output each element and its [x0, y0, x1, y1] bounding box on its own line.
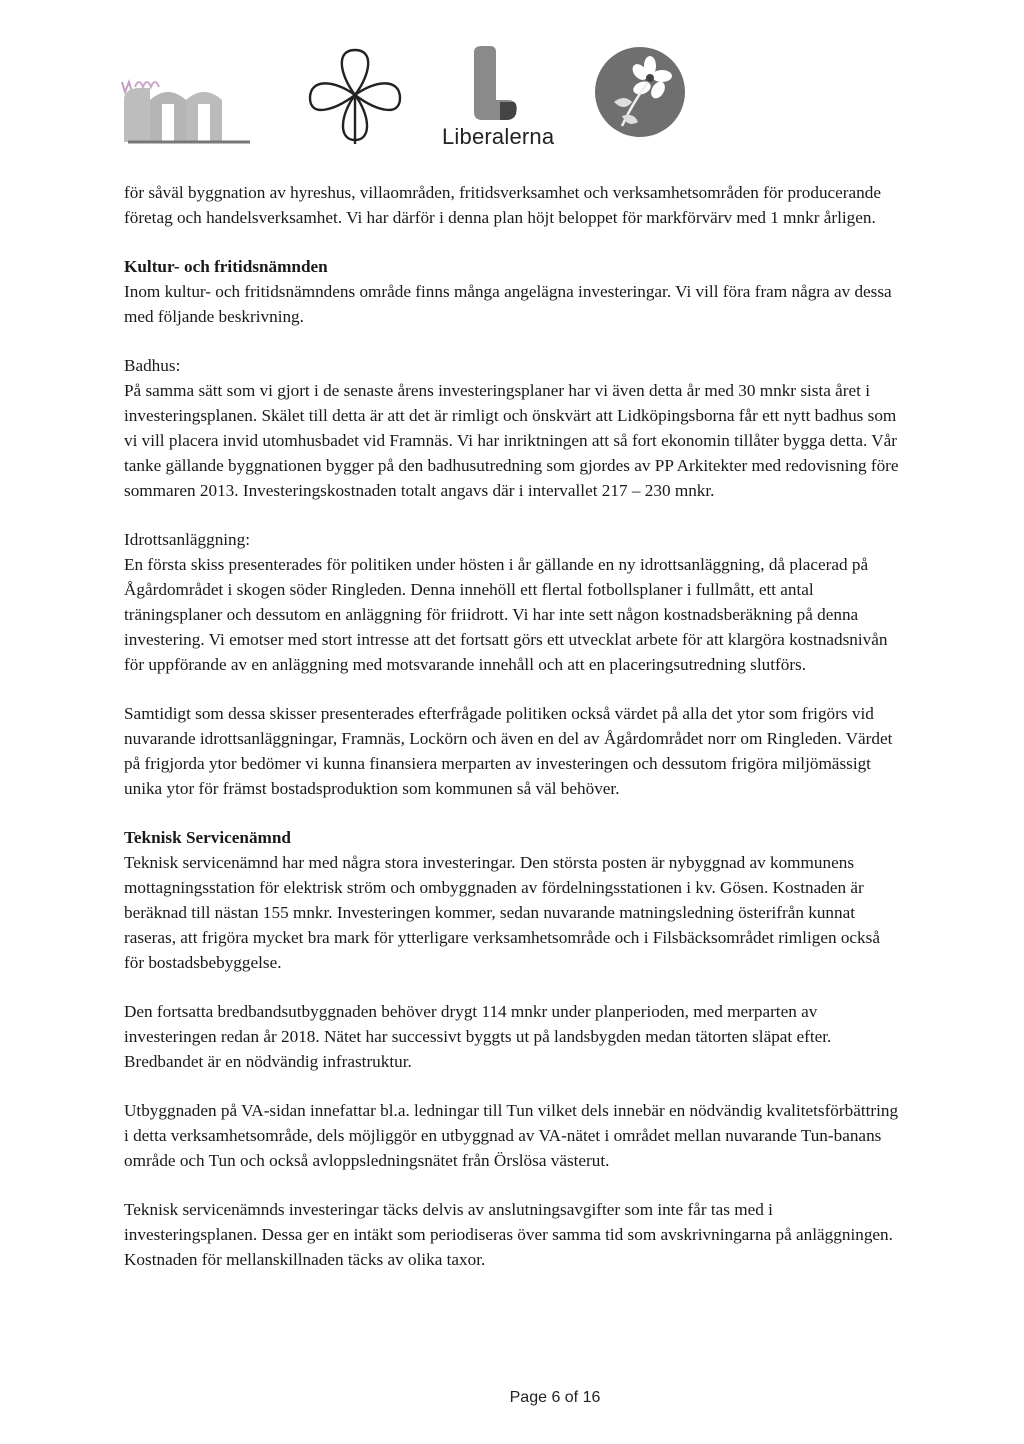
flower-logo-icon	[592, 44, 688, 140]
intro-paragraph: för såväl byggnation av hyreshus, villaområden, fritidsverksamhet och verksamhetsområden för producerande företag och handelsverksamhet. Vi har därför i denna plan höjt beloppet för markförvärv med 1 mnkr årligen.	[124, 183, 881, 227]
party-logos	[110, 40, 730, 150]
kultur-heading: Kultur- och fritidsnämnden	[124, 257, 328, 276]
kultur-paragraph: Inom kultur- och fritidsnämndens område finns många angelägna investeringar. Vi vill föra fram några av dessa med följande beskrivning.	[124, 282, 892, 326]
m-logo-icon	[110, 42, 260, 152]
teknisk-paragraph-3: Utbyggnaden på VA-sidan innefattar bl.a. ledningar till Tun vilket dels innebär en nödvändig kvalitetsförbättring i detta verksamhetsområde, dels möjliggör en utbyggnad av VA-nätet i området mellan nuvarande Tun-banans område och Tun och också avloppsledningsnätet från Örslösa västerut.	[124, 1101, 899, 1170]
document-body	[124, 180, 904, 1296]
badhus-paragraph: På samma sätt som vi gjort i de senaste årens investeringsplaner har vi även detta år med 30 mnkr sista året i investeringsplanen. Skälet till detta är att det är rimligt och önskvärt att Lidköpingsborna får ett nytt badhus som vi vill placera invid utomhusbadet vid Framnäs. Vi har inriktningen att så fort ekonomin tillåter bygga detta. Vår tanke gällande byggnationen bygger på den badhusutredning som gjordes av PP Arkitekter med redovisning före sommaren 2013. Investeringskostnaden totalt angavs där i intervallet 217 – 230 mnkr.	[124, 381, 899, 500]
liberalerna-wordmark: Liberalerna	[442, 124, 555, 149]
l-logo-icon	[430, 44, 555, 149]
clover-logo-icon	[300, 40, 410, 150]
teknisk-heading: Teknisk Servicenämnd	[124, 828, 291, 847]
idrott-paragraph-2: Samtidigt som dessa skisser presenterades efterfrågade politiken också värdet på alla det ytor som frigörs vid nuvarande idrottsanläggningar, Framnäs, Lockörn och även en del av Ågårdområdet norr om Ringleden. Värdet på frigjorda ytor bedömer vi kunna finansiera merparten av investeringen och dessutom frigöra miljömässigt unika ytor för främst bostadsproduktion som kommunen så väl behöver.	[124, 704, 893, 798]
idrott-heading: Idrottsanläggning:	[124, 530, 251, 549]
idrott-paragraph: En första skiss presenterades för politiken under hösten i år gällande en ny idrottsanläggning, då placerad på Ågårdområdet i skogen söder Ringleden. Denna innehöll ett flertal fotbollsplaner i fullmått, ett antal träningsplaner och dessutom en anläggning för friidrott. Vi har inte sett någon kostnadsberäkning på denna investering. Vi emotser med stort intresse att det fortsatt görs ett utvecklat arbete för att klargöra kostnadsnivån för uppförande av en anläggning med motsvarande innehåll och att en placeringsutredning slutförs.	[124, 555, 888, 674]
teknisk-paragraph-2: Den fortsatta bredbandsutbyggnaden behöver drygt 114 mnkr under planperioden, med merparten av investeringen redan år 2018. Nätet har successivt byggts ut på landsbygden medan tätorten släpat efter. Bredbandet är en nödvändig infrastruktur.	[124, 1002, 832, 1071]
page-number: Page 6 of 16	[509, 1389, 601, 1406]
badhus-heading: Badhus:	[124, 356, 181, 375]
teknisk-paragraph-1: Teknisk servicenämnd har med några stora investeringar. Den största posten är nybyggnad av kommunens mottagningsstation för elektrisk ström och ombyggnaden av fördelningsstationen i kv. Gösen. Kostnaden är beräknad till nästan 155 mnkr. Investeringen kommer, sedan nuvarande matningsledning österifrån kunnat raseras, att frigöra mycket bra mark för ytterligare verksamhetsområde och i Filsbäcksområdet rimligen också för bostadsbebyggelse.	[124, 853, 880, 972]
teknisk-paragraph-4: Teknisk servicenämnds investeringar täcks delvis av anslutningsavgifter som inte får tas med i investeringsplanen. Dessa ger en intäkt som periodiseras över samma tid som avskrivningarna på anläggningen. Kostnaden för mellanskillnaden täcks av olika taxor.	[124, 1200, 893, 1269]
